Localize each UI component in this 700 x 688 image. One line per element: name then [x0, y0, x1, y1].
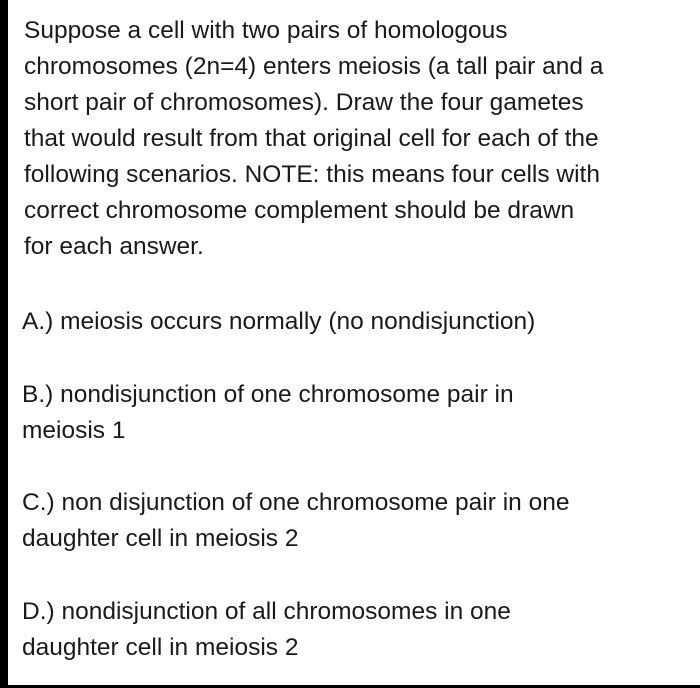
- document-page: [8, 0, 700, 685]
- question-d-line: daughter cell in meiosis 2: [22, 634, 299, 661]
- question-d: [22, 594, 694, 666]
- intro-line: that would result from that original cell for each of the: [24, 125, 599, 152]
- intro-line: short pair of chromosomes). Draw the four gametes: [24, 89, 584, 116]
- intro-line: chromosomes (2n=4) enters meiosis (a tall pair and a: [24, 53, 604, 80]
- intro-paragraph: [24, 13, 696, 265]
- question-c-line: C.) non disjunction of one chromosome pair in one: [22, 489, 570, 516]
- intro-line: for each answer.: [24, 233, 204, 260]
- question-b-line: B.) nondisjunction of one chromosome pair in: [22, 381, 514, 408]
- question-a: [22, 304, 694, 340]
- intro-line: Suppose a cell with two pairs of homologous: [24, 17, 508, 44]
- intro-line: following scenarios. NOTE: this means four cells with: [24, 161, 600, 188]
- question-a-line: A.) meiosis occurs normally (no nondisjunction): [22, 308, 536, 335]
- question-b-line: meiosis 1: [22, 417, 126, 444]
- question-d-line: D.) nondisjunction of all chromosomes in one: [22, 598, 511, 625]
- question-c: [22, 485, 694, 557]
- question-c-line: daughter cell in meiosis 2: [22, 525, 299, 552]
- question-b: [22, 377, 694, 449]
- intro-line: correct chromosome complement should be drawn: [24, 197, 575, 224]
